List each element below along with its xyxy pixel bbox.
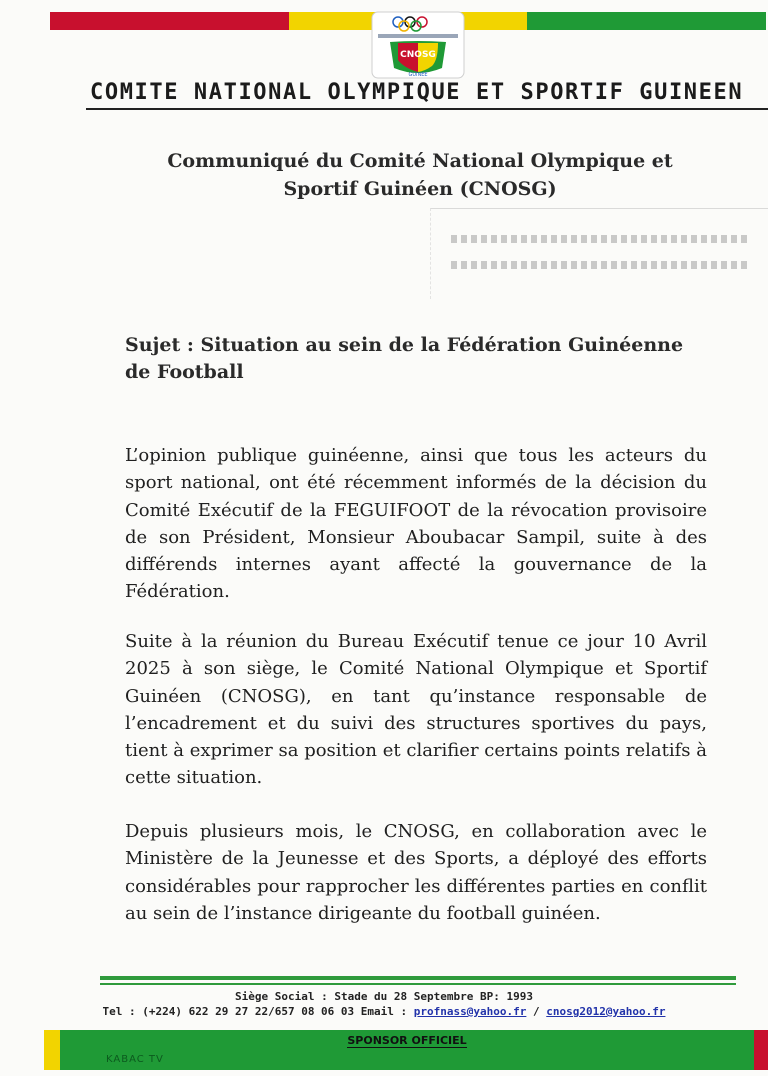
- paragraph-1: L’opinion publique guinéenne, ainsi que tous les acteurs du sport national, ont été récemment informés de la décision du Comité Exécutif de la FEGUIFOOT de la révocation provisoire de son Président, Monsieur Aboubacar Sampil, suite à des différends internes ayant affecté la gouvernance de la Fédération.: [125, 445, 707, 603]
- email-separator: /: [526, 1005, 547, 1018]
- logo-text: CNOSG: [400, 50, 436, 60]
- logo-caption: GUINEE: [408, 72, 428, 78]
- sponsor-label: [60, 1034, 754, 1047]
- footer-divider-thin: [100, 983, 736, 985]
- email-link-1[interactable]: profnass@yahoo.fr: [413, 1005, 527, 1018]
- org-name-heading: COMITE NATIONAL OLYMPIQUE ET SPORTIF GUINEEN: [90, 80, 744, 105]
- footer-contact: [0, 1005, 768, 1018]
- subject-line1: Sujet : Situation au sein de la Fédération Guinéenne: [125, 334, 684, 356]
- email-link-2[interactable]: cnosg2012@yahoo.fr: [546, 1005, 666, 1018]
- footer-address: Siège Social : Stade du 28 Septembre BP: 1993: [234, 990, 533, 1003]
- sponsor-bar: [44, 1030, 768, 1070]
- footer-contact-prefix: Tel : (+224) 622 29 27 22/657 08 06 03 Email :: [102, 1005, 414, 1018]
- flag-green-stripe: [527, 12, 766, 30]
- flag-red-stripe: [50, 12, 289, 30]
- header-divider: [86, 108, 768, 110]
- sponsor-yellow-stripe: [44, 1030, 60, 1070]
- sponsor-red-stripe: [754, 1030, 768, 1070]
- communique-title-line1: Communiqué du Comité National Olympique et: [167, 150, 673, 172]
- sponsor-green-band: [60, 1030, 754, 1070]
- cnosg-logo: [368, 10, 468, 80]
- subject-line2: de Football: [125, 361, 244, 383]
- communique-title: [150, 147, 690, 203]
- communique-title-line2: Sportif Guinéen (CNOSG): [283, 178, 557, 200]
- faded-stamp: [430, 208, 768, 299]
- paragraph-3: Depuis plusieurs mois, le CNOSG, en collaboration avec le Ministère de la Jeunesse et des Sports, a déployé des efforts considérables pour rapprocher les différentes parties en conflit au sein de l’instance dirigeante du football guinéen.: [125, 821, 707, 924]
- subject-heading: [125, 332, 725, 386]
- sponsor-brand: KABAC TV: [106, 1054, 164, 1065]
- footer-divider-thick: [100, 976, 736, 980]
- paragraph-2: Suite à la réunion du Bureau Exécutif tenue ce jour 10 Avril 2025 à son siège, le Comité National Olympique et Sportif Guinéen (CNOSG), en tant qu’instance responsable de l’encadrement et du suivi des structures sportives du pays, tient à exprimer sa position et clarifier certains points relatifs à cette situation.: [125, 631, 707, 789]
- sponsor-label-text: SPONSOR OFFICIEL: [347, 1034, 467, 1047]
